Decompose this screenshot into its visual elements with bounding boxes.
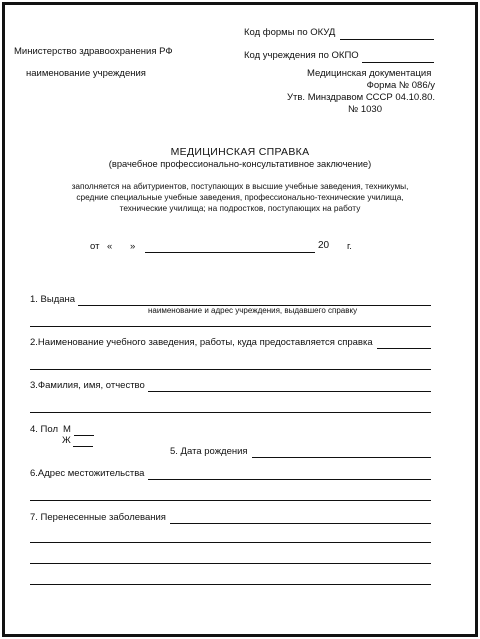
usage-note-line-3: технические училища; на подростков, поступающих на работу (119, 203, 361, 213)
sex-label: 4. Пол (30, 424, 59, 435)
date-year: 20 (318, 240, 330, 251)
address-field[interactable] (148, 479, 431, 480)
diseases-field-line-3[interactable] (30, 563, 431, 564)
diseases-label: 7. Перенесенные заболевания (30, 512, 166, 523)
document-title: МЕДИЦИНСКАЯ СПРАВКА (170, 146, 310, 158)
sex-female-field[interactable] (73, 446, 93, 447)
diseases-field[interactable] (170, 523, 431, 524)
sex-male-label: М (63, 424, 71, 435)
institution-label: 2.Наименование учебного заведения, работы, куда предоставляется справка (30, 337, 373, 348)
ministry-name: Министерство здравоохранения РФ (14, 46, 173, 57)
diseases-field-line-2[interactable] (30, 542, 431, 543)
date-year-suffix: г. (347, 241, 352, 252)
fio-label: 3.Фамилия, имя, отчество (30, 380, 145, 391)
usage-note-line-1: заполняется на абитуриентов, поступающих в высшие учебные заведения, техникумы, (71, 181, 409, 191)
issued-label: 1. Выдана (30, 294, 76, 305)
address-field-line-2[interactable] (30, 500, 431, 501)
address-label: 6.Адрес местожительства (30, 468, 145, 479)
med-doc-label: Медицинская документация (307, 68, 432, 79)
fio-field[interactable] (148, 391, 431, 392)
birth-date-label: 5. Дата рождения (170, 446, 248, 457)
date-open-quote: « (107, 241, 113, 252)
date-from-label: от (90, 241, 100, 252)
issued-hint: наименование и адрес учреждения, выдавшего справку (148, 306, 358, 315)
okud-label: Код формы по ОКУД (244, 27, 336, 38)
form-number: Форма № 086/у (366, 80, 435, 91)
sex-male-field[interactable] (74, 435, 94, 436)
date-close-quote: » (130, 241, 136, 252)
date-field[interactable] (145, 252, 315, 253)
usage-note-line-2: средние специальные учебные заведения, профессионально-технические училища, (76, 192, 404, 202)
institution-name-label: наименование учреждения (26, 68, 146, 79)
okud-field[interactable] (340, 39, 434, 40)
birth-date-field[interactable] (252, 457, 431, 458)
institution-field-line-2[interactable] (30, 369, 431, 370)
okpo-field[interactable] (362, 62, 434, 63)
fio-field-line-2[interactable] (30, 412, 431, 413)
sex-female-label: Ж (62, 435, 71, 446)
diseases-field-line-4[interactable] (30, 584, 431, 585)
document-subtitle: (врачебное профессионально-консультативное заключение) (108, 159, 372, 169)
issued-field-line-2[interactable] (30, 326, 431, 327)
approval-note: Утв. Минздравом СССР 04.10.80. (286, 92, 435, 103)
okpo-label: Код учреждения по ОКПО (244, 50, 359, 61)
institution-field[interactable] (377, 348, 431, 349)
order-number: № 1030 (348, 104, 382, 115)
